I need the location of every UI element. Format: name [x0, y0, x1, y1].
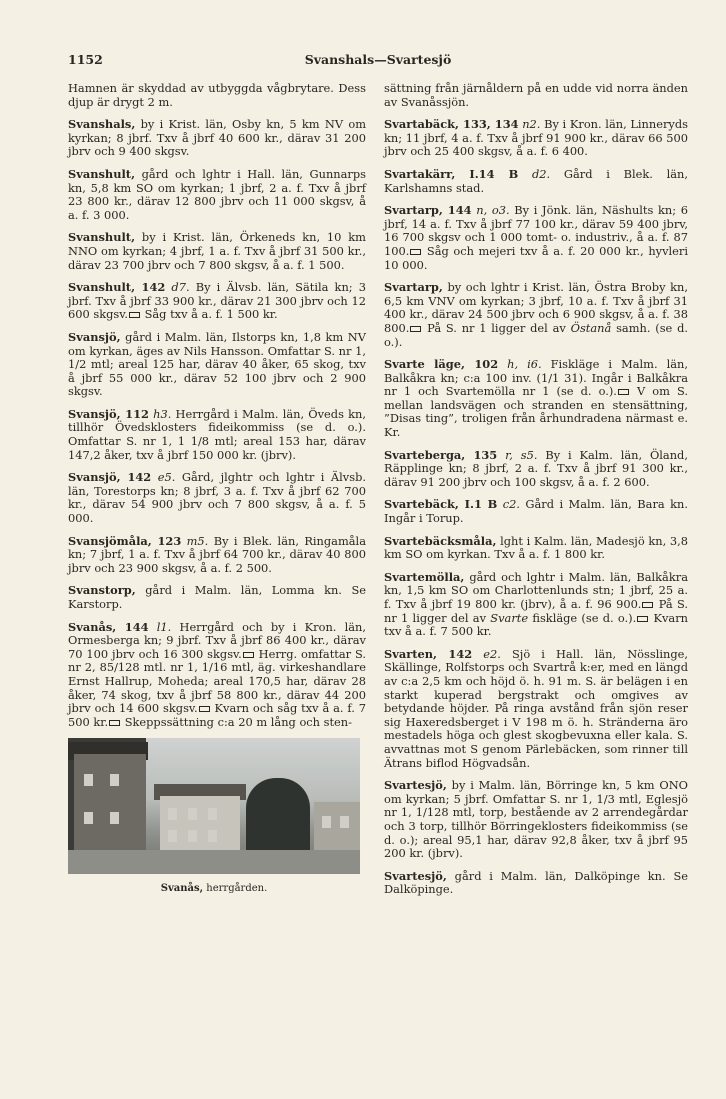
- entry-text: fiskläge (se d. o.).: [528, 610, 637, 625]
- entry-headword: Svartarp,: [384, 280, 443, 295]
- entry-text: gård i Malm. län, Dalköpinge kn. Se Dalköpinge.: [384, 868, 688, 897]
- entry-text: samh. (se d. o.).: [384, 320, 688, 349]
- gazetteer-entry: [384, 498, 688, 525]
- entry-headword: Svartabäck, 133, 134: [384, 117, 519, 132]
- right-column: [384, 82, 688, 906]
- running-title: Svanshals—Svartesjö: [304, 52, 452, 67]
- gazetteer-entry: [384, 571, 688, 639]
- entry-headword: Svanshult, 142: [68, 280, 166, 295]
- caption-place: Svanås,: [160, 883, 204, 895]
- entry-text: By i Kalm. län, Öland, Räpplinge kn; 8 jbrf, 2 a. f. Txv å jbrf 91 300 kr., därav 91 200 jbrv och 100 skgsv, å a. f. 2 600.: [384, 447, 688, 489]
- entry-headword: Svansjö,: [68, 329, 121, 344]
- gazetteer-entry: [68, 408, 366, 462]
- building-shape: [74, 754, 146, 854]
- entry-headword: Svansjö, 142: [68, 470, 152, 485]
- entry-headword: Svanshult,: [68, 230, 136, 245]
- entry-text: V om S. mellan landsvägen och stranden en stensättning, ”Disas ting”, troligen från århundradena närmast e. Kr.: [384, 384, 688, 440]
- entry-text: Kvarn txv å a. f. 7 500 kr.: [384, 610, 689, 639]
- entry-text: lght i Kalm. län, Madesjö kn, 3,8 km SO om kyrkan. Txv å a. f. 1 800 kr.: [384, 533, 688, 562]
- caption-text: herrgården.: [203, 883, 268, 895]
- gazetteer-entry: [384, 648, 688, 770]
- entry-headword: Svartebäck, I.1 B: [384, 497, 498, 512]
- courtyard-shape: [68, 850, 360, 874]
- entry-headword: Svarteberga, 135: [384, 447, 498, 462]
- entry-text: by i Malm. län, Börringe kn, 5 km ONO om kyrkan; 5 jbrf. Omfattar S. nr 1, 1/3 mtl, Eglesjö nr 1, 1/128 mtl, torp, bestående av 2 arrendegårdar och 3 torp, tillhör Börringeklosters fideikommiss (se d. o.); areal 95,1 har, därav 92,8 åker, txv å jbrf 95 200 kr. (jbrv).: [384, 778, 688, 861]
- gazetteer-entry: [384, 358, 688, 440]
- entry-text: gård i Malm. län, Lomma kn. Se Karstorp.: [68, 583, 366, 611]
- map-reference: n2.: [518, 117, 541, 132]
- entry-text: Kvarn och såg txv å a. f. 7 500 kr.: [68, 701, 366, 729]
- entry-headword: Svartakärr, I.14 B: [384, 166, 519, 181]
- entry-text: by och lghtr i Krist. län, Östra Broby kn, 6,5 km VNV om kyrkan; 3 jbrf, 10 a. f. Txv å jbrf 31 400 kr., därav 24 500 jbrv och 6 900 skgsv, å a. f. 38 800.: [384, 280, 688, 335]
- section-symbol-icon: [129, 312, 140, 318]
- map-reference: d2.: [518, 166, 551, 181]
- entry-text: By i Blek. län, Ringamåla kn; 7 jbrf, 1 a. f. Txv å jbrf 64 700 kr., därav 40 800 jbrv och 23 900 skgsv, å a. f. 2 500.: [68, 533, 366, 575]
- entry-text: Sjö i Hall. län, Nösslinge, Skällinge, Rolfstorps och Svartrå k:er, med en längd av c:a 2,5 km och höjd ö. h. 91 m. S. är belägen i en starkt kuperad bergstrakt och omgives av betydande höjder. På ringa avstånd från sjön reser sig Haxeredsberget i V 198 m ö. h. Stränderna äro mestadels höga och glest skogbevuxna eller kala. S. avvattnas mot S genom Pärlebäcken, som rinner till Ätrans biflod Högvadsån.: [384, 646, 688, 770]
- entry-headword: Svansjö, 112: [68, 406, 149, 421]
- gazetteer-entry: [384, 82, 688, 109]
- entry-text: By i Älvsb. län, Sätila kn; 3 jbrf. Txv å jbrf 33 900 kr., därav 21 300 jbrv och 12 600 skgsv.: [68, 280, 366, 322]
- map-reference: h, i6.: [498, 357, 542, 372]
- entry-text: Gård, jlghtr och lghtr i Älvsb. län, Torestorps kn; 8 jbrf, 3 a. f. Txv å jbrf 62 700 kr., därav 54 900 jbrv och 7 800 skgsv, å a. f. 5 000.: [68, 470, 366, 526]
- manor-house-shape: [160, 796, 240, 852]
- map-reference: n, o3.: [471, 203, 510, 218]
- section-symbol-icon: [410, 249, 421, 255]
- gazetteer-entry: [68, 82, 366, 109]
- gazetteer-entry: [68, 471, 366, 525]
- page-header: [68, 52, 688, 70]
- entry-headword: Svartesjö,: [384, 778, 447, 793]
- section-symbol-icon: [637, 616, 648, 622]
- left-column: [68, 82, 366, 896]
- entry-text: By i Jönk. län, Näshults kn; 6 jbrf, 14 a. f. Txv å jbrf 77 100 kr., därav 59 400 jbrv, 16 700 skgsv och 1 000 tomt- o. industriv., å a. f. 87 100.: [384, 203, 688, 258]
- gazetteer-entry: [384, 870, 688, 897]
- entry-text: Herrg. omfattar S. nr 2, 85/128 mtl. nr 1, 1/16 mtl, äg. virkeshandlare Ernst Hallrup, Moheda; areal 170,5 har, därav 28 åker, 74 skog, txv å jbrf 58 800 kr., därav 44 200 jbrv och 14 600 skgsv.: [68, 646, 367, 716]
- entry-headword: Svartesjö,: [384, 868, 447, 883]
- map-reference: m5.: [181, 533, 209, 548]
- entry-text: Herrgård och by i Kron. län, Ormesberga kn; 9 jbrf. Txv å jbrf 86 400 kr., därav 70 100 jbrv och 16 300 skgsv.: [68, 619, 366, 661]
- entry-text: gård och lghtr i Hall. län, Gunnarps kn, 5,8 km SO om kyrkan; 1 jbrf, 2 a. f. Txv å jbrf 23 800 kr., därav 12 800 jbrv och 11 000 skgsv, å a. f. 3 000.: [68, 166, 366, 222]
- entry-text: Såg txv å a. f. 1 500 kr.: [140, 307, 278, 322]
- gazetteer-entry: [68, 168, 366, 222]
- entry-text: På S. nr 1 ligger del av: [422, 320, 566, 335]
- place-name: Svarte: [486, 610, 529, 625]
- entry-headword: Svartebäcksmåla,: [384, 533, 497, 548]
- section-symbol-icon: [642, 602, 653, 608]
- building-shape: [314, 802, 360, 850]
- entry-text: By i Kron. län, Linneryds kn; 11 jbrf, 4 a. f. Txv å jbrf 91 900 kr., därav 66 500 jbrv och 25 400 skgsv, å a. f. 6 400.: [384, 117, 688, 159]
- entry-text: by i Krist. län, Örkeneds kn, 10 km NNO om kyrkan; 4 jbrf, 1 a. f. Txv å jbrf 31 500 kr., därav 23 700 jbrv och 7 800 skgsv, å a. f. 1 500.: [68, 230, 366, 272]
- entry-headword: Svanstorp,: [68, 583, 136, 598]
- entry-headword: Svartarp, 144: [384, 203, 472, 218]
- map-reference: e5.: [151, 470, 176, 485]
- gazetteer-entry: [68, 118, 366, 159]
- entry-text: Gård i Blek. län, Karlshamns stad.: [384, 166, 689, 195]
- section-symbol-icon: [618, 389, 629, 395]
- entry-text: Såg och mejeri txv å a. f. 20 000 kr., hyvleri 10 000.: [384, 243, 688, 272]
- tree-shape: [246, 778, 310, 860]
- entry-text: Gård i Malm. län, Bara kn. Ingår i Torup.: [384, 497, 688, 526]
- entry-headword: Svanås, 144: [68, 619, 149, 634]
- map-reference: c2.: [497, 497, 520, 512]
- entry-text: sättning från järnåldern på en udde vid norra änden av Svanåssjön.: [384, 81, 688, 109]
- place-name: Östanå: [565, 320, 612, 335]
- gazetteer-entry: [384, 535, 688, 562]
- page-number: 1152: [68, 52, 103, 67]
- gazetteer-entry: [384, 281, 688, 349]
- section-symbol-icon: [243, 652, 254, 658]
- gazetteer-entry: [68, 231, 366, 272]
- entry-text: gård i Malm. län, Ilstorps kn, 1,8 km NV om kyrkan, äges av Nils Hansson. Omfattar S. nr 1, 1/2 mtl; areal 125 har, därav 40 åker, 65 skog, txv å jbrf 55 000 kr., därav 52 100 jbrv och 2 900 skgsv.: [68, 329, 366, 399]
- map-reference: h3.: [148, 406, 172, 421]
- gazetteer-entry: [68, 621, 366, 730]
- gazetteer-entry: [384, 204, 688, 272]
- entry-text: Hamnen är skyddad av utbyggda vågbrytare. Dess djup är drygt 2 m.: [68, 81, 366, 109]
- manor-photo: [68, 738, 360, 874]
- section-symbol-icon: [410, 326, 421, 332]
- entry-text: På S. nr 1 ligger del av: [384, 597, 689, 625]
- entry-headword: Svansjömåla, 123: [68, 533, 182, 548]
- entry-text: gård och lghtr i Malm. län, Balkåkra kn, 1,5 km SO om Charlottenlunds stn; 1 jbrf, 25 a. f. Txv å jbrf 19 800 kr. (jbrv), å a. f. 96 900.: [384, 569, 688, 611]
- section-symbol-icon: [199, 706, 210, 712]
- gazetteer-entry: [68, 535, 366, 576]
- map-reference: d7.: [165, 280, 190, 295]
- entry-headword: Svanshult,: [68, 166, 136, 181]
- map-reference: e2.: [472, 646, 501, 661]
- map-reference: r, s5.: [497, 447, 538, 462]
- gazetteer-entry: [68, 281, 366, 322]
- gazetteer-entry: [384, 168, 688, 195]
- entry-text: Herrgård i Malm. län, Öveds kn, tillhör Övedsklosters fideikommiss (se d. o.). Omfattar S. nr 1, 1 1/8 mtl; areal 153 har, därav 147,2 åker, txv å jbrf 150 000 kr. (jbrv).: [68, 406, 366, 462]
- gazetteer-entry: [68, 331, 366, 399]
- entry-headword: Svarten, 142: [384, 646, 473, 661]
- gazetteer-entry: [384, 779, 688, 861]
- photo-caption: [68, 882, 360, 896]
- map-reference: l1.: [148, 619, 172, 634]
- entry-headword: Svartemölla,: [384, 569, 465, 584]
- entry-headword: Svanshals,: [68, 117, 136, 132]
- entry-text: by i Krist. län, Osby kn, 5 km NV om kyrkan; 8 jbrf. Txv å jbrf 40 600 kr., därav 31 200 jbrv och 9 400 skgsv.: [68, 117, 366, 159]
- entry-text: Skeppssättning c:a 20 m lång och sten-: [121, 714, 352, 729]
- gazetteer-entry: [384, 118, 688, 159]
- entry-headword: Svarte läge, 102: [384, 357, 499, 372]
- gazetteer-entry: [68, 584, 366, 611]
- section-symbol-icon: [109, 720, 120, 726]
- entry-text: Fiskläge i Malm. län, Balkåkra kn; c:a 100 inv. (1/1 31). Ingår i Balkåkra nr 1 och Svartemölla nr 1 (se d. o.).: [384, 357, 688, 399]
- gazetteer-entry: [384, 449, 688, 490]
